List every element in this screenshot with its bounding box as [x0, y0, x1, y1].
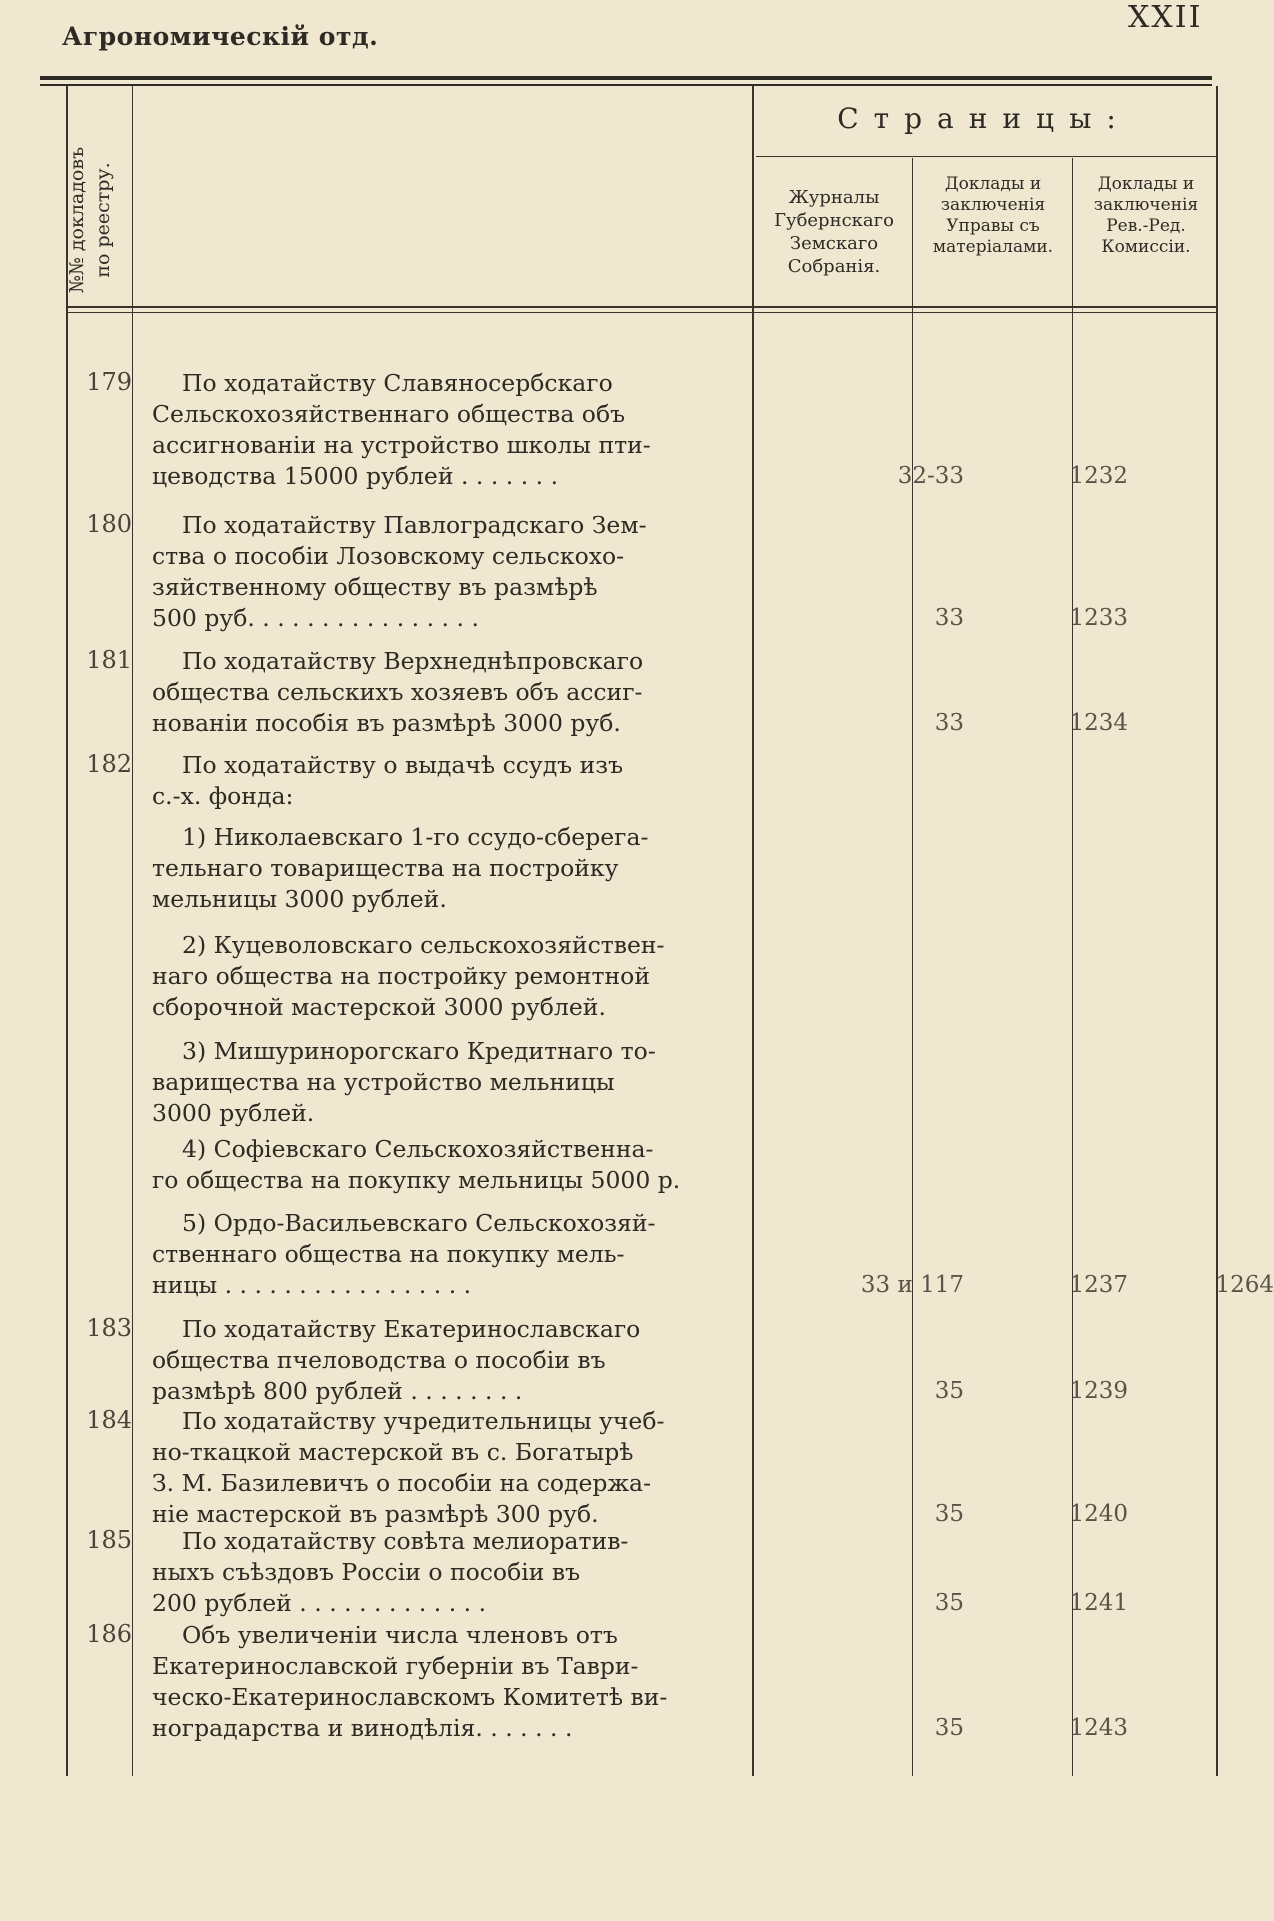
section-title: Агрономическiй отд.	[62, 22, 379, 51]
uprava-page: 1240	[1069, 1501, 1128, 1527]
description-line: По ходатайству Екатеринославскаго	[182, 1315, 641, 1343]
description-line: ныхъ съѣздовъ Россiи о пособiи въ	[152, 1558, 581, 1586]
description-line: наго общества на постройку ремонтной	[152, 962, 650, 990]
row-number: 179	[86, 368, 132, 396]
row-description	[152, 1526, 792, 1619]
uprava-column-divider	[1072, 158, 1073, 1776]
reg-number-label: №№ докладовъ по реестру.	[66, 146, 114, 294]
description-line: З. М. Базилевичъ о пособiи на содержа-	[152, 1469, 652, 1497]
description-line: ницы . . . . . . . . . . . . . . . . .	[152, 1271, 472, 1299]
description-line: мельницы 3000 рублей.	[152, 885, 447, 913]
journal-page: 33	[934, 605, 964, 631]
journal-page: 32-33	[897, 463, 964, 489]
row-number: 186	[86, 1620, 132, 1648]
description-line: зяйственному обществу въ размѣрѣ	[152, 573, 598, 601]
row-description	[152, 1036, 792, 1129]
description-line: ноградарства и винодѣлiя. . . . . . .	[152, 1714, 573, 1742]
description-line: сборочной мастерской 3000 рублей.	[152, 993, 606, 1021]
row-number: 185	[86, 1526, 132, 1554]
journal-page: 33	[934, 710, 964, 736]
uprava-page: 1239	[1069, 1378, 1128, 1404]
row-description	[152, 1314, 792, 1407]
header-bottom-rule-thin	[66, 312, 1216, 313]
description-line: По ходатайству Верхнеднѣпровскаго	[182, 647, 644, 675]
description-line: По ходатайству учредительницы учеб-	[182, 1407, 665, 1435]
uprava-page: 1241	[1069, 1590, 1128, 1616]
row-number: 184	[86, 1406, 132, 1434]
description-line: ческо-Екатеринославскомъ Комитетѣ ви-	[152, 1683, 668, 1711]
description-line: но-ткацкой мастерской въ с. Богатырѣ	[152, 1438, 634, 1466]
uprava-page: 1243	[1069, 1715, 1128, 1741]
description-line: Объ увеличенiи числа членовъ отъ	[182, 1621, 618, 1649]
description-line: нiе мастерской въ размѣрѣ 300 руб.	[152, 1500, 599, 1528]
description-line: ассигнованiи на устройство школы пти-	[152, 431, 651, 459]
description-line: 3) Мишуринорогскаго Кредитнаго то-	[182, 1037, 656, 1065]
col-journals-label: Журналы Губернскаго Земскаго Собранiя.	[774, 187, 894, 277]
uprava-page: 1233	[1069, 605, 1128, 631]
pages-group-rule	[756, 156, 1216, 157]
description-line: размѣрѣ 800 рублей . . . . . . . .	[152, 1377, 523, 1405]
row-number: 182	[86, 750, 132, 778]
description-line: нованiи пособiя въ размѣрѣ 3000 руб.	[152, 709, 621, 737]
description-line: 3000 рублей.	[152, 1099, 315, 1127]
row-description	[152, 1620, 792, 1744]
description-line: с.-х. фонда:	[152, 782, 294, 810]
uprava-page: 1237	[1069, 1272, 1128, 1298]
description-line: 500 руб. . . . . . . . . . . . . . . .	[152, 604, 479, 632]
row-description	[152, 1406, 792, 1530]
description-line: 4) Софiевскаго Сельскохозяйственна-	[182, 1135, 654, 1163]
row-description	[152, 1208, 792, 1301]
right-border	[1216, 86, 1218, 1776]
description-line: цеводства 15000 рублей . . . . . . .	[152, 462, 559, 490]
header-bottom-rule	[66, 306, 1216, 308]
row-number: 180	[86, 510, 132, 538]
journal-page: 35	[934, 1501, 964, 1527]
page-number: XXII	[1128, 0, 1203, 35]
row-description	[152, 1134, 792, 1196]
top-rule-thin	[40, 84, 1212, 86]
description-line: ственнаго общества на покупку мель-	[152, 1240, 625, 1268]
row-description	[152, 510, 792, 634]
row-description	[152, 646, 792, 739]
description-line: общества сельскихъ хозяевъ объ ассиг-	[152, 678, 643, 706]
description-line: 2) Куцеволовскаго сельскохозяйствен-	[182, 931, 665, 959]
row-description	[152, 368, 792, 492]
description-line: 200 рублей . . . . . . . . . . . . .	[152, 1589, 487, 1617]
description-line: По ходатайству о выдачѣ ссудъ изъ	[182, 751, 624, 779]
row-description	[152, 822, 792, 915]
description-line: 1) Николаевскаго 1-го ссудо-сберега-	[182, 823, 649, 851]
commission-page: 1264	[1215, 1272, 1274, 1298]
description-line: го общества на покупку мельницы 5000 р.	[152, 1166, 681, 1194]
num-column-divider	[132, 86, 133, 1776]
journal-page: 35	[934, 1715, 964, 1741]
col-commission-label: Доклады и заключенiя Рев.-Ред. Комиссiи.	[1093, 174, 1199, 257]
description-line: общества пчеловодства о пособiи въ	[152, 1346, 606, 1374]
row-description	[152, 930, 792, 1023]
col-uprava-label: Доклады и заключенiя Управы съ матерiалами.	[932, 174, 1054, 257]
row-number: 181	[86, 646, 132, 674]
uprava-page: 1234	[1069, 710, 1128, 736]
journal-column-divider	[912, 158, 913, 1776]
description-line: Сельскохозяйственнаго общества объ	[152, 400, 626, 428]
left-border	[66, 86, 68, 1776]
row-description	[152, 750, 792, 812]
row-number: 183	[86, 1314, 132, 1342]
description-line: ства о пособiи Лозовскому сельскохо-	[152, 542, 625, 570]
uprava-page: 1232	[1069, 463, 1128, 489]
description-line: По ходатайству Славяносербскаго	[182, 369, 613, 397]
description-line: По ходатайству Павлоградскаго Зем-	[182, 511, 647, 539]
journal-page: 35	[934, 1590, 964, 1616]
description-line: По ходатайству совѣта мелиоратив-	[182, 1527, 629, 1555]
pages-group-label: Страницы:	[837, 102, 1131, 135]
top-rule	[40, 76, 1212, 80]
description-line: 5) Ордо-Васильевскаго Сельскохозяй-	[182, 1209, 656, 1237]
journal-page: 33 и 117	[860, 1272, 964, 1298]
journal-page: 35	[934, 1378, 964, 1404]
description-line: Екатеринославской губернiи въ Таври-	[152, 1652, 639, 1680]
description-line: тельнаго товарищества на постройку	[152, 854, 619, 882]
description-line: варищества на устройство мельницы	[152, 1068, 615, 1096]
